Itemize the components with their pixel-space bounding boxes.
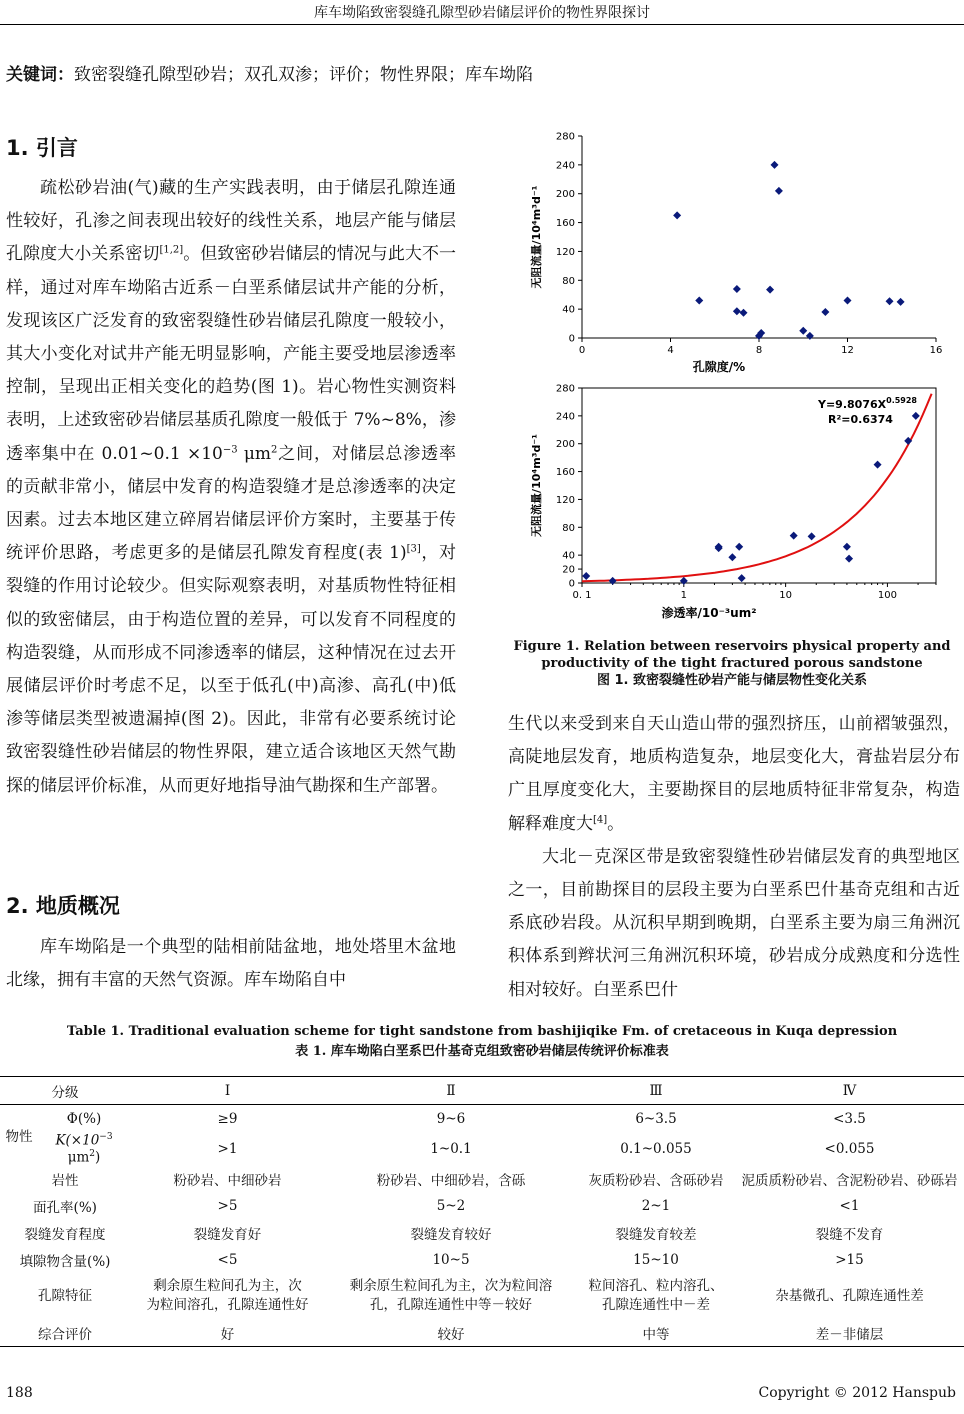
table-header-cell: Ⅳ [735, 1077, 964, 1105]
table-cell: 裂缝发育程度 [24, 1226, 106, 1243]
table-header-cell: 分级 [0, 1077, 130, 1105]
table-cell: 岩性 [51, 1172, 79, 1189]
table-cell: >5 [217, 1197, 238, 1214]
data-point [806, 332, 814, 340]
table-cell: 裂缝发育较差 [615, 1226, 697, 1243]
x-axis-label: 孔隙度/% [692, 360, 746, 374]
x-tick-label: 4 [667, 345, 674, 356]
table-cell: 6~3.5 [577, 1105, 735, 1133]
intro-paragraph: 疏松砂岩油(气)藏的生产实践表明，由于储层孔隙连通性较好，孔渗之间表现出较好的线性关系，地层产能与储层孔隙度大小关系密切[1,2]。但致密砂岩储层的情况与此大不一样，通过对库车坳陷古近系－白垩系储层试井产能的分析，发现该区广泛发育的致密裂缝性砂岩储层孔隙度一般较小，其大小变化对试井产能无明显影响，产能主要受地层渗透率控制，呈现出正相关变化的趋势(图 1)。岩心物性实测资料表明，上述致密砂岩储层基质孔隙度一般低于 7%~8%，渗透率集中在 0.01~0.1 $\times 10^{-3}$ $\mu m^2$之间，对储层总渗透率的贡献非常小，储层中发育的构造裂缝才是总渗透率的决定因素。过去本地区建立碎屑岩储层评价方案时，主要基于传统评价思路，考虑更多的是储层孔隙发育程度(表 1)[3]，对裂缝的作用讨论较少。但实际观察表明，对基质物性特征相似的致密储层，由于构造位置的差异，可以发育不同程度的构造裂缝，从而形成不同渗透率的储层，这种情况在过去开展储层评价时考虑不足，以至于低孔(中)高渗、高孔(中)低渗等储层类型被遗漏掉(图 2)。因此，非常有必要系统讨论致密裂缝性砂岩储层的物性界限，建立适合该地区天然气勘探的储层评价标准，从而更好地指导油气勘探和生产部署。 [6, 178, 457, 796]
table-cell: 裂缝发育好 [193, 1226, 262, 1243]
section-1-title: 1. 引言 [6, 136, 78, 160]
table-header-cell: Ⅲ [577, 1077, 735, 1105]
data-point [843, 543, 851, 551]
table-1-caption-zh: 表 1. 库车坳陷白垩系巴什基奇克组致密砂岩储层传统评价标准表 [295, 1044, 669, 1059]
table-cell: <5 [217, 1251, 238, 1268]
y-tick-label: 240 [555, 160, 575, 172]
data-point [886, 297, 894, 305]
table-cell: 5~2 [436, 1197, 466, 1214]
table-cell: Φ(%) [38, 1105, 130, 1133]
section-2-title: 2. 地质概况 [6, 894, 120, 918]
table-cell: 0.1~0.055 [620, 1140, 692, 1157]
data-point [912, 412, 920, 420]
figure-1-caption [500, 638, 964, 689]
data-point [733, 307, 741, 315]
y-tick-label: 120 [555, 246, 575, 258]
figure-1-caption-zh: 图 1. 致密裂缝性砂岩产能与储层物性变化关系 [596, 673, 868, 688]
table-cell: 剩余原生粒间孔为主，次 为粒间溶孔，孔隙连通性好 [146, 1278, 309, 1313]
data-point [808, 532, 816, 540]
data-point [738, 574, 746, 582]
table-row [0, 1105, 964, 1133]
data-point [728, 553, 736, 561]
table-cell: 9~6 [325, 1105, 577, 1133]
y-tick-label: 280 [555, 131, 575, 143]
table-row [0, 1273, 964, 1319]
table-header-cell: Ⅱ [325, 1077, 577, 1105]
data-point [740, 309, 748, 317]
table-cell: 孔隙特征 [38, 1287, 92, 1304]
y-tick-label: 240 [555, 411, 575, 423]
table-cell: 1~0.1 [430, 1140, 472, 1157]
table-row [0, 1219, 964, 1246]
x-tick-label: 10 [779, 590, 792, 601]
data-point [715, 544, 723, 552]
y-tick-label: 0 [568, 333, 575, 345]
table-cell: 综合评价 [0, 1319, 130, 1347]
table-cell: 泥质质粉砂岩、含泥粉砂岩、砂砾岩 [741, 1172, 958, 1189]
data-point [735, 543, 743, 551]
x-tick-label: 8 [755, 345, 763, 356]
data-point [733, 285, 741, 293]
y-tick-label: 120 [555, 494, 575, 506]
y-tick-label: 80 [562, 275, 575, 287]
table-1-caption [0, 1022, 964, 1062]
right-paragraph-2: 大北－克深区带是致密裂缝性砂岩储层发育的典型地区之一，目前勘探目的层段主要为白垩系巴什基奇克组和古近系底砂岩段。从沉积早期到晚期，白垩系主要为扇三角洲沉积体系到辫状河三角洲沉积环境，砂岩成分成熟度和分选性相对较好。白垩系巴什 [508, 846, 960, 1000]
table-row [0, 1319, 964, 1347]
table-cell: 10~5 [432, 1251, 470, 1268]
data-point [673, 211, 681, 219]
y-tick-label: 200 [555, 439, 575, 451]
fit-r2: R²=0.6374 [828, 413, 893, 426]
page-number: 188 [6, 1385, 33, 1401]
figure-1-caption-en: Figure 1. Relation between reservoirs physical property and productivity of the tight fractured porous sandstone [513, 639, 951, 671]
y-tick-label: 20 [562, 564, 575, 576]
geology-column [6, 931, 456, 997]
data-point [582, 572, 590, 580]
table-cell: 较好 [325, 1319, 577, 1347]
table-cell: 15~10 [633, 1251, 679, 1268]
table-row [0, 1132, 964, 1165]
running-header: 库车坳陷致密裂缝孔隙型砂岩储层评价的物性界限探讨 [314, 5, 650, 21]
y-tick-label: 160 [555, 467, 575, 479]
data-point [766, 286, 774, 294]
data-point [695, 296, 703, 304]
y-tick-label: 40 [562, 304, 575, 316]
data-point [874, 461, 882, 469]
table-cell: 粉砂岩、中细砂岩 [173, 1172, 282, 1189]
table-cell: 粉砂岩、中细砂岩，含砾 [376, 1172, 526, 1189]
table-cell: 2~1 [641, 1197, 671, 1214]
table-cell: ≥9 [130, 1105, 325, 1133]
y-tick-label: 200 [555, 189, 575, 201]
keywords [6, 60, 533, 85]
x-tick-label: 100 [877, 590, 897, 601]
intro-column [6, 172, 456, 803]
table-cell: 灰质粉砂岩、含砾砂岩 [588, 1172, 724, 1189]
table-header-cell: Ⅰ [130, 1077, 325, 1105]
geology-paragraph: 库车坳陷是一个典型的陆相前陆盆地，地处塔里木盆地北缘，拥有丰富的天然气资源。库车坳陷自中 [6, 937, 456, 991]
figure-1 [510, 118, 960, 628]
y-axis-label: 无阻流量/10⁴m³d⁻¹ [530, 185, 543, 289]
fit-equation: $Y=9.8076X^{0.5928}$ [818, 396, 917, 411]
data-point [680, 577, 688, 585]
table-cell: 裂缝不发育 [815, 1226, 884, 1243]
data-point [821, 308, 829, 316]
x-tick-label: 1 [680, 590, 687, 601]
header-rule [0, 24, 964, 25]
table-cell: 差－非储层 [735, 1319, 964, 1347]
y-tick-label: 40 [562, 550, 575, 562]
table-cell: $K(\times 10^{-3}$ $\mu m^2$) [55, 1132, 113, 1165]
table-cell: >15 [835, 1251, 864, 1268]
right-column [508, 708, 960, 1007]
table-cell: 填隙物含量(%) [19, 1253, 111, 1270]
y-tick-label: 160 [555, 218, 575, 230]
table-cell: 裂缝发育较好 [410, 1226, 492, 1243]
data-point [609, 577, 617, 585]
y-tick-label: 0 [568, 578, 575, 590]
data-point [897, 298, 905, 306]
data-point [775, 187, 783, 195]
data-point [799, 327, 807, 335]
table-row [0, 1165, 964, 1192]
data-point [790, 532, 798, 540]
keywords-label: 关键词： [6, 65, 74, 85]
x-tick-label: 0 [578, 345, 586, 356]
table-cell: 好 [130, 1319, 325, 1347]
data-point [770, 161, 778, 169]
table-1-caption-en: Table 1. Traditional evaluation scheme for tight sandstone from bashijiqike Fm. of cretaceous in Kuqa depression [66, 1024, 898, 1039]
table-cell: 物性 [0, 1105, 38, 1166]
y-axis-label: 无阻流量/10⁴m³d⁻¹ [530, 434, 543, 537]
right-paragraph-1: 生代以来受到来自天山造山带的强烈挤压，山前褶皱强烈，高陡地层发育，地质构造复杂，地层变化大，膏盐岩层分布广且厚度变化大，主要勘探目的层地质特征非常复杂，构造解释难度大[4]。 [508, 714, 960, 834]
table-1 [0, 1076, 964, 1347]
x-tick-label: 0. 1 [572, 590, 592, 601]
permeability-scatter-plot [529, 384, 936, 621]
table-header-row [0, 1077, 964, 1105]
table-row [0, 1246, 964, 1273]
x-axis-label: 渗透率/10⁻³um² [661, 606, 757, 620]
table-cell: <0.055 [824, 1140, 875, 1157]
porosity-scatter-plot [529, 132, 942, 375]
table-cell: <3.5 [735, 1105, 964, 1133]
table-cell: <1 [839, 1197, 860, 1214]
keywords-text: 致密裂缝孔隙型砂岩；双孔双渗；评价；物性界限；库车坳陷 [74, 65, 533, 85]
copyright: Copyright © 2012 Hanspub [758, 1385, 956, 1401]
data-point [844, 296, 852, 304]
table-cell: >1 [217, 1140, 238, 1157]
table-cell: 中等 [577, 1319, 735, 1347]
table-cell: 面孔率(%) [33, 1199, 97, 1216]
x-tick-label: 16 [929, 345, 943, 356]
table-cell: 剩余原生粒间孔为主，次为粒间溶 孔，孔隙连通性中等－较好 [349, 1278, 553, 1313]
data-point [845, 555, 853, 563]
table-cell: 粒间溶孔、粒内溶孔、 孔隙连通性中－差 [588, 1278, 724, 1313]
y-tick-label: 80 [562, 522, 575, 534]
table-cell: 杂基微孔、孔隙连通性差 [775, 1287, 924, 1304]
table-row [0, 1192, 964, 1219]
x-tick-label: 12 [841, 345, 854, 356]
y-tick-label: 280 [555, 383, 575, 395]
